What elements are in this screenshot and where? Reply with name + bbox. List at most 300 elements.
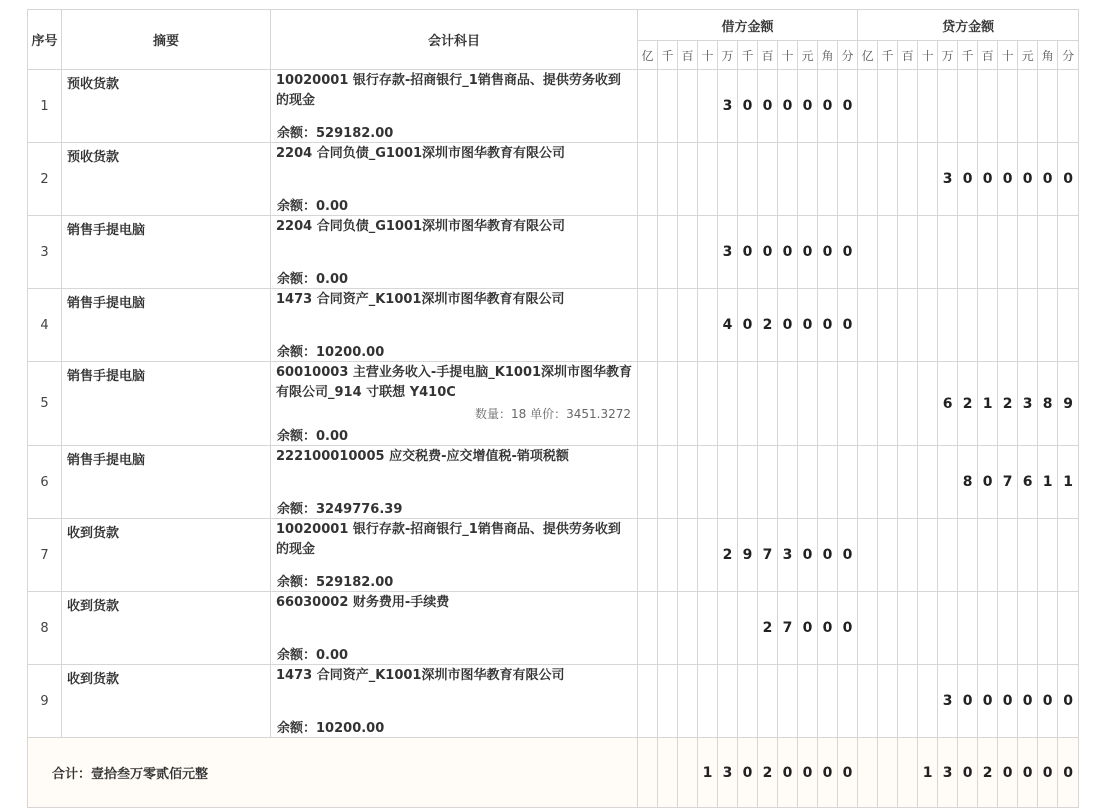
credit-digit-cell: 2 [958, 362, 978, 446]
debit-unit-header: 百 [758, 41, 778, 70]
debit-digit-cell [698, 592, 718, 665]
debit-digit-cell [698, 70, 718, 143]
credit-digit-cell: 0 [1038, 665, 1058, 738]
balance-label: 余额： [277, 648, 317, 663]
debit-digit-cell [658, 592, 678, 665]
debit-digit-cell [638, 446, 658, 519]
credit-unit-header: 亿 [858, 41, 878, 70]
balance-label: 余额： [277, 429, 317, 444]
debit-digit-cell: 0 [758, 216, 778, 289]
total-debit-digit-cell: 0 [818, 738, 838, 808]
debit-digit-cell [658, 70, 678, 143]
row-account-cell[interactable] [271, 592, 638, 665]
debit-digit-cell: 0 [738, 216, 758, 289]
col-header-account: 会计科目 [271, 10, 638, 70]
credit-digit-cell [878, 216, 898, 289]
credit-unit-header: 十 [918, 41, 938, 70]
credit-digit-cell: 0 [998, 143, 1018, 216]
row-summary[interactable]: 销售手提电脑 [62, 216, 271, 289]
debit-digit-cell: 0 [778, 70, 798, 143]
row-summary[interactable]: 收到货款 [62, 592, 271, 665]
voucher-row[interactable] [28, 446, 1079, 519]
credit-digit-cell: 1 [1038, 446, 1058, 519]
total-credit-digit-cell: 1 [918, 738, 938, 808]
credit-digit-cell [878, 592, 898, 665]
col-header-credit: 贷方金额 [858, 10, 1079, 41]
debit-digit-cell [658, 289, 678, 362]
balance-label: 余额： [277, 272, 317, 287]
debit-digit-cell [818, 446, 838, 519]
account-balance [277, 498, 402, 517]
debit-digit-cell: 0 [798, 519, 818, 592]
debit-digit-cell [758, 143, 778, 216]
debit-unit-header: 万 [718, 41, 738, 70]
credit-digit-cell [938, 519, 958, 592]
debit-digit-cell [738, 592, 758, 665]
total-credit-digit-cell: 0 [1058, 738, 1079, 808]
credit-digit-cell: 0 [1018, 665, 1038, 738]
total-debit-digit-cell: 1 [698, 738, 718, 808]
credit-digit-cell [978, 289, 998, 362]
debit-digit-cell [838, 665, 858, 738]
debit-digit-cell [838, 143, 858, 216]
credit-digit-cell [938, 446, 958, 519]
credit-digit-cell [978, 592, 998, 665]
total-debit-digit-cell: 0 [838, 738, 858, 808]
credit-digit-cell [918, 143, 938, 216]
credit-digit-cell [858, 216, 878, 289]
credit-digit-cell [1038, 216, 1058, 289]
debit-digit-cell: 0 [818, 289, 838, 362]
debit-digit-cell [778, 446, 798, 519]
voucher-row[interactable] [28, 519, 1079, 592]
credit-digit-cell [938, 289, 958, 362]
debit-digit-cell [678, 519, 698, 592]
credit-digit-cell [858, 592, 878, 665]
account-balance [277, 268, 348, 287]
credit-digit-cell [898, 665, 918, 738]
account-name: 222100010005 应交税费-应交增值税-销项税额 [276, 449, 569, 464]
debit-digit-cell: 0 [798, 289, 818, 362]
credit-digit-cell [1018, 519, 1038, 592]
debit-digit-cell [658, 216, 678, 289]
debit-digit-cell: 0 [798, 592, 818, 665]
credit-digit-cell: 1 [1058, 446, 1079, 519]
credit-digit-cell [1038, 519, 1058, 592]
total-label: 合计：壹拾叁万零贰佰元整 [28, 738, 638, 808]
balance-value: 0.00 [316, 429, 349, 444]
credit-digit-cell [978, 70, 998, 143]
account-balance [277, 195, 348, 214]
debit-digit-cell [758, 446, 778, 519]
debit-digit-cell [658, 362, 678, 446]
col-header-debit: 借方金额 [638, 10, 858, 41]
credit-digit-cell [918, 70, 938, 143]
credit-digit-cell [1018, 216, 1038, 289]
credit-digit-cell: 3 [938, 143, 958, 216]
debit-unit-header: 分 [838, 41, 858, 70]
balance-label: 余额： [277, 345, 317, 360]
balance-label: 余额： [277, 575, 317, 590]
balance-label: 余额： [277, 721, 317, 736]
debit-digit-cell [758, 362, 778, 446]
col-header-seq: 序号 [28, 10, 62, 70]
credit-digit-cell: 9 [1058, 362, 1079, 446]
credit-digit-cell [978, 216, 998, 289]
total-debit-digit-cell: 0 [798, 738, 818, 808]
account-name: 60010003 主营业务收入-手提电脑_K1001深圳市图华教育有限公司_914 寸联想 Y410C [276, 365, 633, 400]
credit-digit-cell [858, 519, 878, 592]
debit-digit-cell [798, 143, 818, 216]
total-credit-digit-cell [878, 738, 898, 808]
row-summary[interactable]: 收到货款 [62, 519, 271, 592]
debit-digit-cell [678, 216, 698, 289]
debit-digit-cell [638, 362, 658, 446]
debit-digit-cell: 3 [718, 216, 738, 289]
row-account-cell[interactable] [271, 70, 638, 143]
credit-digit-cell: 0 [958, 665, 978, 738]
row-seq: 9 [28, 665, 62, 738]
total-credit-digit-cell: 0 [998, 738, 1018, 808]
credit-unit-header: 百 [978, 41, 998, 70]
credit-digit-cell [1018, 70, 1038, 143]
voucher-row[interactable] [28, 592, 1079, 665]
total-debit-digit-cell: 2 [758, 738, 778, 808]
voucher-row[interactable] [28, 216, 1079, 289]
credit-unit-header: 角 [1038, 41, 1058, 70]
credit-digit-cell [898, 592, 918, 665]
debit-digit-cell [758, 665, 778, 738]
balance-value: 0.00 [316, 272, 349, 287]
row-account-cell[interactable] [271, 446, 638, 519]
account-balance [277, 425, 348, 444]
credit-digit-cell: 0 [978, 143, 998, 216]
debit-digit-cell [738, 143, 758, 216]
row-summary[interactable]: 销售手提电脑 [62, 289, 271, 362]
credit-digit-cell [958, 70, 978, 143]
account-balance [277, 571, 393, 590]
credit-digit-cell: 0 [1018, 143, 1038, 216]
credit-digit-cell [1018, 592, 1038, 665]
credit-digit-cell [898, 519, 918, 592]
debit-digit-cell: 0 [818, 216, 838, 289]
credit-digit-cell: 0 [998, 665, 1018, 738]
debit-digit-cell [658, 143, 678, 216]
credit-digit-cell [938, 216, 958, 289]
account-name: 10020001 银行存款-招商银行_1销售商品、提供劳务收到的现金 [276, 73, 621, 108]
debit-digit-cell: 0 [758, 70, 778, 143]
debit-digit-cell [698, 143, 718, 216]
credit-digit-cell [898, 70, 918, 143]
row-summary[interactable]: 销售手提电脑 [62, 362, 271, 446]
credit-digit-cell [1038, 70, 1058, 143]
account-name: 2204 合同负债_G1001深圳市图华教育有限公司 [276, 146, 566, 161]
credit-digit-cell [1058, 519, 1079, 592]
total-row [28, 738, 1079, 808]
balance-value: 529182.00 [316, 126, 394, 141]
credit-digit-cell [998, 216, 1018, 289]
row-account-cell[interactable] [271, 519, 638, 592]
debit-digit-cell [678, 70, 698, 143]
debit-digit-cell [658, 446, 678, 519]
credit-unit-header: 万 [938, 41, 958, 70]
credit-digit-cell: 3 [1018, 362, 1038, 446]
credit-digit-cell: 7 [998, 446, 1018, 519]
debit-unit-header: 千 [658, 41, 678, 70]
credit-digit-cell [878, 289, 898, 362]
debit-digit-cell [778, 143, 798, 216]
total-credit-digit-cell: 2 [978, 738, 998, 808]
credit-digit-cell [958, 592, 978, 665]
debit-digit-cell: 0 [818, 70, 838, 143]
credit-digit-cell [898, 216, 918, 289]
credit-unit-header: 十 [998, 41, 1018, 70]
total-debit-digit-cell [638, 738, 658, 808]
row-seq: 8 [28, 592, 62, 665]
row-summary[interactable]: 预收货款 [62, 70, 271, 143]
total-debit-digit-cell: 0 [738, 738, 758, 808]
account-balance [277, 341, 384, 360]
debit-digit-cell: 2 [758, 289, 778, 362]
debit-digit-cell [638, 70, 658, 143]
debit-digit-cell [678, 289, 698, 362]
credit-digit-cell [1018, 289, 1038, 362]
debit-digit-cell: 9 [738, 519, 758, 592]
debit-digit-cell: 0 [838, 592, 858, 665]
debit-digit-cell: 3 [778, 519, 798, 592]
account-name: 1473 合同资产_K1001深圳市图华教育有限公司 [276, 292, 565, 307]
credit-digit-cell: 1 [978, 362, 998, 446]
voucher-row[interactable] [28, 143, 1079, 216]
debit-digit-cell [658, 519, 678, 592]
credit-digit-cell [918, 592, 938, 665]
debit-digit-cell [778, 362, 798, 446]
credit-digit-cell [998, 592, 1018, 665]
debit-digit-cell: 0 [738, 70, 758, 143]
debit-digit-cell: 4 [718, 289, 738, 362]
balance-value: 0.00 [316, 648, 349, 663]
credit-digit-cell: 0 [1058, 665, 1079, 738]
credit-digit-cell: 0 [978, 665, 998, 738]
voucher-row[interactable] [28, 289, 1079, 362]
account-qty-price: 数量：18 单价：3451.3272 [475, 407, 631, 421]
debit-digit-cell: 0 [818, 592, 838, 665]
total-credit-digit-cell: 0 [1018, 738, 1038, 808]
voucher-row[interactable] [28, 665, 1079, 738]
credit-digit-cell [1058, 592, 1079, 665]
debit-digit-cell [678, 665, 698, 738]
credit-unit-header: 千 [878, 41, 898, 70]
credit-digit-cell [898, 446, 918, 519]
credit-digit-cell [958, 289, 978, 362]
debit-digit-cell [798, 665, 818, 738]
debit-digit-cell: 0 [818, 519, 838, 592]
credit-unit-header: 分 [1058, 41, 1079, 70]
credit-digit-cell [878, 519, 898, 592]
debit-unit-header: 千 [738, 41, 758, 70]
credit-digit-cell: 6 [938, 362, 958, 446]
total-credit-digit-cell [898, 738, 918, 808]
credit-digit-cell [998, 519, 1018, 592]
debit-digit-cell [638, 216, 658, 289]
row-seq: 1 [28, 70, 62, 143]
total-debit-digit-cell: 0 [778, 738, 798, 808]
debit-digit-cell [718, 143, 738, 216]
credit-digit-cell [938, 70, 958, 143]
balance-value: 10200.00 [316, 345, 385, 360]
debit-digit-cell [778, 665, 798, 738]
row-seq: 2 [28, 143, 62, 216]
credit-digit-cell: 0 [1038, 143, 1058, 216]
credit-digit-cell [1038, 592, 1058, 665]
row-seq: 3 [28, 216, 62, 289]
credit-digit-cell [1038, 289, 1058, 362]
credit-digit-cell [878, 70, 898, 143]
row-account-cell[interactable] [271, 362, 638, 446]
credit-digit-cell [918, 216, 938, 289]
credit-digit-cell: 6 [1018, 446, 1038, 519]
debit-digit-cell [698, 216, 718, 289]
credit-digit-cell: 0 [958, 143, 978, 216]
debit-digit-cell: 0 [798, 70, 818, 143]
credit-digit-cell [958, 216, 978, 289]
row-seq: 6 [28, 446, 62, 519]
credit-digit-cell [858, 143, 878, 216]
debit-digit-cell: 2 [718, 519, 738, 592]
debit-digit-cell: 7 [778, 592, 798, 665]
row-summary[interactable]: 销售手提电脑 [62, 446, 271, 519]
credit-unit-header: 百 [898, 41, 918, 70]
credit-unit-header: 千 [958, 41, 978, 70]
debit-unit-header: 角 [818, 41, 838, 70]
account-balance [277, 644, 348, 663]
credit-digit-cell [1058, 70, 1079, 143]
total-debit-digit-cell: 3 [718, 738, 738, 808]
debit-digit-cell [798, 446, 818, 519]
balance-value: 529182.00 [316, 575, 394, 590]
debit-digit-cell [718, 362, 738, 446]
debit-digit-cell [678, 446, 698, 519]
row-seq: 5 [28, 362, 62, 446]
credit-digit-cell [858, 446, 878, 519]
debit-digit-cell: 7 [758, 519, 778, 592]
debit-unit-header: 十 [698, 41, 718, 70]
credit-digit-cell [878, 143, 898, 216]
credit-digit-cell: 8 [1038, 362, 1058, 446]
debit-digit-cell [718, 592, 738, 665]
credit-digit-cell [918, 446, 938, 519]
credit-digit-cell [898, 143, 918, 216]
credit-digit-cell [898, 362, 918, 446]
credit-digit-cell [1058, 216, 1079, 289]
debit-digit-cell [738, 362, 758, 446]
debit-digit-cell [838, 362, 858, 446]
total-debit-digit-cell [678, 738, 698, 808]
debit-digit-cell: 2 [758, 592, 778, 665]
total-credit-digit-cell: 3 [938, 738, 958, 808]
account-name: 10020001 银行存款-招商银行_1销售商品、提供劳务收到的现金 [276, 522, 621, 557]
row-summary[interactable]: 预收货款 [62, 143, 271, 216]
debit-digit-cell [658, 665, 678, 738]
debit-digit-cell [678, 143, 698, 216]
balance-label: 余额： [277, 502, 317, 517]
debit-digit-cell [718, 446, 738, 519]
credit-unit-header: 元 [1018, 41, 1038, 70]
debit-unit-header: 亿 [638, 41, 658, 70]
debit-digit-cell [818, 362, 838, 446]
credit-digit-cell [918, 665, 938, 738]
debit-digit-cell [638, 143, 658, 216]
debit-unit-header: 百 [678, 41, 698, 70]
credit-digit-cell [918, 519, 938, 592]
debit-digit-cell [678, 362, 698, 446]
debit-digit-cell [678, 592, 698, 665]
debit-digit-cell [698, 519, 718, 592]
credit-digit-cell: 0 [1058, 143, 1079, 216]
row-account-cell[interactable] [271, 665, 638, 738]
credit-digit-cell [878, 362, 898, 446]
balance-value: 0.00 [316, 199, 349, 214]
total-credit-digit-cell: 0 [958, 738, 978, 808]
voucher-row[interactable] [28, 70, 1079, 143]
debit-digit-cell [738, 446, 758, 519]
credit-digit-cell [938, 592, 958, 665]
account-balance [277, 122, 393, 141]
credit-digit-cell [858, 362, 878, 446]
debit-digit-cell: 0 [838, 289, 858, 362]
credit-digit-cell [858, 70, 878, 143]
voucher-table [27, 9, 1079, 808]
debit-digit-cell [638, 665, 658, 738]
credit-digit-cell: 3 [938, 665, 958, 738]
voucher-row[interactable] [28, 362, 1079, 446]
balance-value: 3249776.39 [316, 502, 403, 517]
debit-digit-cell [738, 665, 758, 738]
row-summary[interactable]: 收到货款 [62, 665, 271, 738]
credit-digit-cell [998, 289, 1018, 362]
total-debit-digit-cell [658, 738, 678, 808]
row-account-cell[interactable] [271, 216, 638, 289]
credit-digit-cell [878, 665, 898, 738]
debit-digit-cell: 0 [838, 519, 858, 592]
debit-digit-cell: 0 [838, 216, 858, 289]
credit-digit-cell [958, 519, 978, 592]
debit-digit-cell [798, 362, 818, 446]
total-credit-digit-cell: 0 [1038, 738, 1058, 808]
balance-label: 余额： [277, 126, 317, 141]
debit-digit-cell: 0 [838, 70, 858, 143]
debit-digit-cell: 0 [738, 289, 758, 362]
credit-digit-cell [1058, 289, 1079, 362]
debit-digit-cell [698, 362, 718, 446]
balance-label: 余额： [277, 199, 317, 214]
credit-digit-cell [898, 289, 918, 362]
row-account-cell[interactable] [271, 143, 638, 216]
credit-digit-cell: 8 [958, 446, 978, 519]
debit-digit-cell: 0 [778, 216, 798, 289]
total-credit-digit-cell [858, 738, 878, 808]
debit-digit-cell [638, 289, 658, 362]
debit-digit-cell: 0 [778, 289, 798, 362]
credit-digit-cell [998, 70, 1018, 143]
credit-digit-cell [918, 289, 938, 362]
debit-digit-cell: 0 [798, 216, 818, 289]
col-header-summary: 摘要 [62, 10, 271, 70]
credit-digit-cell: 0 [978, 446, 998, 519]
debit-digit-cell [698, 446, 718, 519]
row-account-cell[interactable] [271, 289, 638, 362]
debit-digit-cell [638, 519, 658, 592]
